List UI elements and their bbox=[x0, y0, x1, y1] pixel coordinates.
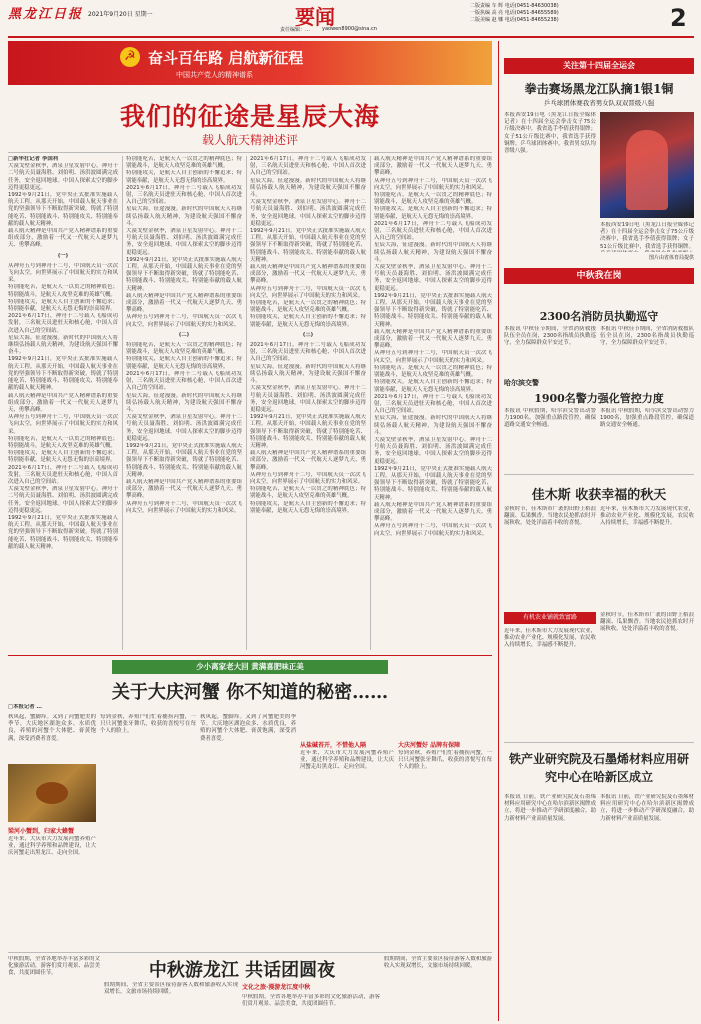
section-marker: (二) bbox=[178, 331, 190, 338]
story1-headline: 拳击赛场黑龙江队摘1银1铜 bbox=[524, 82, 674, 96]
bottom-headline: 中秋游龙江 共话团圆夜 bbox=[148, 960, 336, 981]
story1-body: 本报西安19日电（黑龙江日报全媒体记者）在十四届全运会拳击女子75公斤级决赛中，我省选手李倩获得银牌；女子51公斤级比赛中，我省选手获得铜牌。乒乓球团体赛中，我省男女队均晋级八强。 bbox=[504, 112, 596, 155]
daqing-sub2: 从盐碱苔开，不惜他人隔 bbox=[300, 742, 367, 749]
section-title: 要闻 bbox=[295, 5, 335, 29]
main-subhead: 载人航天精神述评 bbox=[201, 133, 298, 147]
bottom-col-3: 中秋假期，全省各地举办丰富多彩的文化旅游活动，游客们赏月观景、品尝美食，共度团圆佳节。 bbox=[242, 994, 380, 1008]
main-article-col-1: □新华社记者 李国利 大漠戈壁金秋季，酒泉卫星发射中心。神舟十二号航天员聂海胜、刘伯明、汤洪波圆满完成任务，安全返回地球。中国人探索太空的脚步迈得更稳更远。 1992年9月21日，党中央正式批准实施载人航天工程。从那天开始，中国载人航天事业在党的坚强领导下不断取得新突破，铸就了特别能吃苦、特别能战斗、特别能攻关、特别能奉献的载人航天精神。 载人航天精神是中国共产党人精神谱系的重要组成部分，激励着一代又一代航天人逐梦九天、勇攀高峰。 (一) 从神舟五号到神舟十二号，中国航天员一次次飞向太空，向世界展示了中国航天的实力和风采。 特别能吃苦，是航天人一以贯之的精神底色；特别能战斗，是航天人攻坚克难的英雄气概。 特别能攻关，是航天人自主创新的不懈追求；特别能奉献，是航天人无怨无悔的崇高境界。 2021年6月17日，神舟十二号载人飞船成功发射，三名航天员进驻天和核心舱，中国人首次进入自己的空间站。 星辰大海，征途漫漫。新时代的中国航天人将继续弘扬载人航天精神，为建设航天强国不懈奋斗。 1992年9月21日，党中央正式批准实施载人航天工程。从那天开始，中国载人航天事业在党的坚强领导下不断取得新突破，铸就了特别能吃苦、特别能战斗、特别能攻关、特别能奉献的载人航天精神。 载人航天精神是中国共产党人精神谱系的重要组成部分，激励着一代又一代航天人逐梦九天、勇攀高峰。 从神舟五号到神舟十二号，中国航天员一次次飞向太空，向世界展示了中国航天的实力和风采。 特别能吃苦，是航天人一以贯之的精神底色；特别能战斗，是航天人攻坚克难的英雄气概。 特别能攻关，是航天人自主创新的不懈追求；特别能奉献，是航天人无怨无悔的崇高境界。 2021年6月17日，神舟十二号载人飞船成功发射，三名航天员进驻天和核心舱，中国人首次进入自己的空间站。 大漠戈壁金秋季，酒泉卫星发射中心。神舟十二号航天员聂海胜、刘伯明、汤洪波圆满完成任务，安全返回地球。中国人探索太空的脚步迈得更稳更远。 1992年9月21日，党中央正式批准实施载人航天工程。从那天开始，中国载人航天事业在党的坚强领导下不断取得新突破，铸就了特别能吃苦、特别能战斗、特别能攻关、特别能奉献的载人航天精神。 bbox=[8, 156, 118, 550]
story2-body-cont: 本报讯 中秋佳节期间，全省消防救援队伍全员在岗，2300名指战员执勤巡守，全力保障群众平安过节。 bbox=[600, 326, 694, 347]
autumn-subbox-label: 有机农业铺就致富路 bbox=[522, 614, 577, 621]
autumn-body-col-1: 金秋时节，佳木斯市广袤的田野上稻浪翻滚、瓜果飘香。当地农民抢抓农时开展秋收，处处洋溢着丰收的喜悦。 bbox=[504, 506, 596, 527]
party-emblem-icon: ☭ bbox=[120, 47, 140, 67]
bottom-subbox bbox=[242, 982, 380, 993]
editor-line: 责任编辑：… bbox=[280, 27, 311, 33]
main-article-col-4: 载人航天精神是中国共产党人精神谱系的重要组成部分，激励着一代又一代航天人逐梦九天、勇攀高峰。 从神舟五号到神舟十二号，中国航天员一次次飞向太空，向世界展示了中国航天的实力和风采。 特别能吃苦，是航天人一以贯之的精神底色；特别能战斗，是航天人攻坚克难的英雄气概。 特别能攻关，是航天人自主创新的不懈追求；特别能奉献，是航天人无怨无悔的崇高境界。 2021年6月17日，神舟十二号载人飞船成功发射，三名航天员进驻天和核心舱，中国人首次进入自己的空间站。 星辰大海，征途漫漫。新时代的中国航天人将继续弘扬载人航天精神，为建设航天强国不懈奋斗。 大漠戈壁金秋季，酒泉卫星发射中心。神舟十二号航天员聂海胜、刘伯明、汤洪波圆满完成任务，安全返回地球。中国人探索太空的脚步迈得更稳更远。 1992年9月21日，党中央正式批准实施载人航天工程。从那天开始，中国载人航天事业在党的坚强领导下不断取得新突破，铸就了特别能吃苦、特别能战斗、特别能攻关、特别能奉献的载人航天精神。 载人航天精神是中国共产党人精神谱系的重要组成部分，激励着一代又一代航天人逐梦九天、勇攀高峰。 从神舟五号到神舟十二号，中国航天员一次次飞向太空，向世界展示了中国航天的实力和风采。 特别能吃苦，是航天人一以贯之的精神底色；特别能战斗，是航天人攻坚克难的英雄气概。 特别能攻关，是航天人自主创新的不懈追求；特别能奉献，是航天人无怨无悔的崇高境界。 2021年6月17日，神舟十二号载人飞船成功发射，三名航天员进驻天和核心舱，中国人首次进入自己的空间站。 星辰大海，征途漫漫。新时代的中国航天人将继续弘扬载人航天精神，为建设航天强国不懈奋斗。 大漠戈壁金秋季，酒泉卫星发射中心。神舟十二号航天员聂海胜、刘伯明、汤洪波圆满完成任务，安全返回地球。中国人探索太空的脚步迈得更稳更远。 1992年9月21日，党中央正式批准实施载人航天工程。从那天开始，中国载人航天事业在党的坚强领导下不断取得新突破，铸就了特别能吃苦、特别能战斗、特别能攻关、特别能奉献的载人航天精神。 载人航天精神是中国共产党人精神谱系的重要组成部分，激励着一代又一代航天人逐梦九天、勇攀高峰。 从神舟五号到神舟十二号，中国航天员一次次飞向太空，向世界展示了中国航天的实力和风采。 bbox=[374, 156, 492, 537]
banner-subtitle: 中国共产党人的精神谱系 bbox=[176, 71, 253, 79]
daqing-banner bbox=[112, 660, 388, 674]
autumn-subbox bbox=[504, 612, 596, 624]
banner-title: 奋斗百年路 启航新征程 bbox=[148, 49, 304, 67]
story3-kicker: 哈尔滨交警 bbox=[504, 379, 539, 387]
masthead-rule bbox=[8, 36, 694, 38]
anniversary-banner bbox=[8, 41, 492, 85]
contact-line: 一版执编 高 亮 电话(0451-84655589) bbox=[470, 10, 559, 16]
photo-caption: 图片由省体育局提供 bbox=[648, 255, 694, 261]
boxer-silhouette-icon bbox=[626, 130, 668, 210]
autumn-body-col-3: 近年来，佳木斯市大力发展现代农业，推动农业产业化、规模化发展，农民收入持续增长，幸福感不断提升。 bbox=[504, 628, 596, 649]
story1-body-cont: 本报西安19日电（黑龙江日报全媒体记者）在十四届全运会拳击女子75公斤级决赛中，我省选手李倩获得银牌；女子51公斤级比赛中，我省选手获得铜牌。 bbox=[600, 222, 694, 250]
autumn-body-col-4: 金秋时节，佳木斯市广袤的田野上稻浪翻滚、瓜果飘香。当地农民抢抓农时开展秋收，处处洋溢着丰收的喜悦。 bbox=[600, 612, 694, 633]
section-marker: (一) bbox=[57, 252, 69, 259]
contact-line: 二版美编 赵 娜 电话(0451-84655238) bbox=[470, 17, 559, 23]
boxing-photo bbox=[600, 112, 694, 218]
story2-headline: 2300名消防员执勤巡守 bbox=[539, 310, 659, 323]
daqing-banner-label: 少小离家老大回 黄满喜肥味正美 bbox=[196, 662, 304, 671]
games-tag-label: 关注第十四届全运会 bbox=[563, 61, 635, 70]
bottom-col-2: 假期期间，全省主要景区接待游客人数和旅游收入实现双增长，文旅市场持续回暖。 bbox=[104, 982, 238, 996]
science-body-col-1: 本报讯 日前，铁产业研究院及石墨烯材料应用研究中心在哈尔滨新区揭牌成立，将进一步推动产学研深度融合，助力新材料产业高质量发展。 bbox=[504, 794, 596, 822]
story3-body-cont: 本报讯 中秋假期，哈尔滨交警出动警力1900名，加强重点路段管控，确保道路交通安全畅通。 bbox=[600, 408, 694, 429]
story1-subhead: 乒乓球团体赛我省男女队双双晋级八强 bbox=[543, 99, 655, 107]
main-headline: 我们的征途是星辰大海 bbox=[119, 102, 380, 131]
main-article-col-3: 2021年6月17日，神舟十二号载人飞船成功发射，三名航天员进驻天和核心舱，中国人首次进入自己的空间站。 星辰大海，征途漫漫。新时代的中国航天人将继续弘扬载人航天精神，为建设航天强国不懈奋斗。 大漠戈壁金秋季，酒泉卫星发射中心。神舟十二号航天员聂海胜、刘伯明、汤洪波圆满完成任务，安全返回地球。中国人探索太空的脚步迈得更稳更远。 1992年9月21日，党中央正式批准实施载人航天工程。从那天开始，中国载人航天事业在党的坚强领导下不断取得新突破，铸就了特别能吃苦、特别能战斗、特别能攻关、特别能奉献的载人航天精神。 载人航天精神是中国共产党人精神谱系的重要组成部分，激励着一代又一代航天人逐梦九天、勇攀高峰。 从神舟五号到神舟十二号，中国航天员一次次飞向太空，向世界展示了中国航天的实力和风采。 特别能吃苦，是航天人一以贯之的精神底色；特别能战斗，是航天人攻坚克难的英雄气概。 特别能攻关，是航天人自主创新的不懈追求；特别能奉献，是航天人无怨无悔的崇高境界。 (三) 2021年6月17日，神舟十二号载人飞船成功发射，三名航天员进驻天和核心舱，中国人首次进入自己的空间站。 星辰大海，征途漫漫。新时代的中国航天人将继续弘扬载人航天精神，为建设航天强国不懈奋斗。 大漠戈壁金秋季，酒泉卫星发射中心。神舟十二号航天员聂海胜、刘伯明、汤洪波圆满完成任务，安全返回地球。中国人探索太空的脚步迈得更稳更远。 1992年9月21日，党中央正式批准实施载人航天工程。从那天开始，中国载人航天事业在党的坚强领导下不断取得新突破，铸就了特别能吃苦、特别能战斗、特别能攻关、特别能奉献的载人航天精神。 载人航天精神是中国共产党人精神谱系的重要组成部分，激励着一代又一代航天人逐梦九天、勇攀高峰。 从神舟五号到神舟十二号，中国航天员一次次飞向太空，向世界展示了中国航天的实力和风采。 特别能吃苦，是航天人一以贯之的精神底色；特别能战斗，是航天人攻坚克难的英雄气概。 特别能攻关，是航天人自主创新的不懈追求；特别能奉献，是航天人无怨无悔的崇高境界。 bbox=[250, 156, 366, 514]
bottom-col-4: 假期期间，全省主要景区接待游客人数和旅游收入实现双增长，文旅市场持续回暖。 bbox=[384, 956, 492, 970]
bottom-col-1: 中秋假期，全省各地举办丰富多彩的文化旅游活动，游客们赏月观景、品尝美食，共度团圆佳节。 bbox=[8, 956, 100, 977]
daqing-col-2: 每到金秋，养殖户们忙着捕捞河蟹，一只只河蟹张牙舞爪，收获的喜悦写在每个人的脸上。 bbox=[100, 714, 196, 735]
paper-name: 黑龙江日报 bbox=[8, 7, 84, 22]
masthead bbox=[0, 0, 701, 36]
main-article-col-2: 特别能吃苦，是航天人一以贯之的精神底色；特别能战斗，是航天人攻坚克难的英雄气概。 特别能攻关，是航天人自主创新的不懈追求；特别能奉献，是航天人无怨无悔的崇高境界。 2021年6月17日，神舟十二号载人飞船成功发射，三名航天员进驻天和核心舱，中国人首次进入自己的空间站。 星辰大海，征途漫漫。新时代的中国航天人将继续弘扬载人航天精神，为建设航天强国不懈奋斗。 大漠戈壁金秋季，酒泉卫星发射中心。神舟十二号航天员聂海胜、刘伯明、汤洪波圆满完成任务，安全返回地球。中国人探索太空的脚步迈得更稳更远。 1992年9月21日，党中央正式批准实施载人航天工程。从那天开始，中国载人航天事业在党的坚强领导下不断取得新突破，铸就了特别能吃苦、特别能战斗、特别能攻关、特别能奉献的载人航天精神。 载人航天精神是中国共产党人精神谱系的重要组成部分，激励着一代又一代航天人逐梦九天、勇攀高峰。 从神舟五号到神舟十二号，中国航天员一次次飞向太空，向世界展示了中国航天的实力和风采。 (二) 特别能吃苦，是航天人一以贯之的精神底色；特别能战斗，是航天人攻坚克难的英雄气概。 特别能攻关，是航天人自主创新的不懈追求；特别能奉献，是航天人无怨无悔的崇高境界。 2021年6月17日，神舟十二号载人飞船成功发射，三名航天员进驻天和核心舱，中国人首次进入自己的空间站。 星辰大海，征途漫漫。新时代的中国航天人将继续弘扬载人航天精神，为建设航天强国不懈奋斗。 大漠戈壁金秋季，酒泉卫星发射中心。神舟十二号航天员聂海胜、刘伯明、汤洪波圆满完成任务，安全返回地球。中国人探索太空的脚步迈得更稳更远。 1992年9月21日，党中央正式批准实施载人航天工程。从那天开始，中国载人航天事业在党的坚强领导下不断取得新突破，铸就了特别能吃苦、特别能战斗、特别能攻关、特别能奉献的载人航天精神。 载人航天精神是中国共产党人精神谱系的重要组成部分，激励着一代又一代航天人逐梦九天、勇攀高峰。 从神舟五号到神舟十二号，中国航天员一次次飞向太空，向世界展示了中国航天的实力和风采。 bbox=[126, 156, 242, 514]
daqing-col-4: 近年来，大庆市大力发展河蟹养殖产业，通过科学养殖和品牌建设，让大庆河蟹走出黑龙江、走向全国。 bbox=[300, 750, 394, 771]
daqing-headline: 关于大庆河蟹 你不知道的秘密…… bbox=[111, 682, 389, 703]
editor-email[interactable]: yaowen8900@sina.cn bbox=[322, 26, 377, 32]
daqing-sub1: 梁河小蟹到，归家大蜂蟹 bbox=[8, 828, 75, 835]
crab-icon bbox=[36, 782, 68, 804]
autumn-headline: 佳木斯 收获幸福的秋天 bbox=[531, 488, 667, 503]
science-body-col-2: 本报讯 日前，铁产业研究院及石墨烯材料应用研究中心在哈尔滨新区揭牌成立，将进一步推动产学研深度融合，助力新材料产业高质量发展。 bbox=[600, 794, 694, 822]
page-number: 2 bbox=[670, 4, 687, 32]
issue-date: 2021年9月20日 星期一 bbox=[88, 11, 153, 18]
daqing-col-1: 秋风起，蟹脚痒。又到了河蟹肥美的季节。大庆地区湖泡众多、水质优良，养殖的河蟹个大体肥、膏黄饱满，深受消费者喜爱。 bbox=[8, 714, 96, 742]
festival-tag bbox=[504, 268, 694, 284]
story2-body: 本报讯 中秋佳节期间，全省消防救援队伍全员在岗，2300名指战员执勤巡守，全力保障群众平安过节。 bbox=[504, 326, 596, 347]
daqing-byline: □本报记者 … bbox=[8, 704, 42, 710]
story3-body: 本报讯 中秋假期，哈尔滨交警出动警力1900名，加强重点路段管控，确保道路交通安全畅通。 bbox=[504, 408, 596, 429]
daqing-col-5: 每到金秋，养殖户们忙着捕捞河蟹，一只只河蟹张牙舞爪，收获的喜悦写在每个人的脸上。 bbox=[398, 750, 492, 771]
autumn-body-col-2: 近年来，佳木斯市大力发展现代农业，推动农业产业化、规模化发展，农民收入持续增长，幸福感不断提升。 bbox=[600, 506, 694, 527]
story3-headline: 1900名警力强化管控力度 bbox=[534, 392, 664, 405]
byline: □新华社记者 李国利 bbox=[8, 156, 59, 162]
crab-photo bbox=[8, 764, 96, 822]
daqing-col-1b: 近年来，大庆市大力发展河蟹养殖产业，通过科学养殖和品牌建设，让大庆河蟹走出黑龙江、走向全国。 bbox=[8, 836, 96, 857]
section-marker: (三) bbox=[302, 331, 314, 338]
festival-tag-label: 中秋我在岗 bbox=[576, 271, 622, 281]
contact-block bbox=[470, 3, 559, 24]
daqing-col-3: 秋风起，蟹脚痒。又到了河蟹肥美的季节。大庆地区湖泡众多、水质优良，养殖的河蟹个大体肥、膏黄饱满，深受消费者喜爱。 bbox=[200, 714, 296, 742]
contact-line: 二版责编 车 辉 电话(0451-84630038) bbox=[470, 3, 559, 9]
games-tag bbox=[504, 58, 694, 74]
bottom-subbox-label: 文化之旅·漫游龙江度中秋 bbox=[242, 984, 311, 991]
science-headline: 铁产业研究院及石墨烯材料应用研究中心在哈新区成立 bbox=[508, 752, 689, 784]
daqing-sub3: 大庆河蟹好 品牌有保障 bbox=[398, 742, 461, 749]
